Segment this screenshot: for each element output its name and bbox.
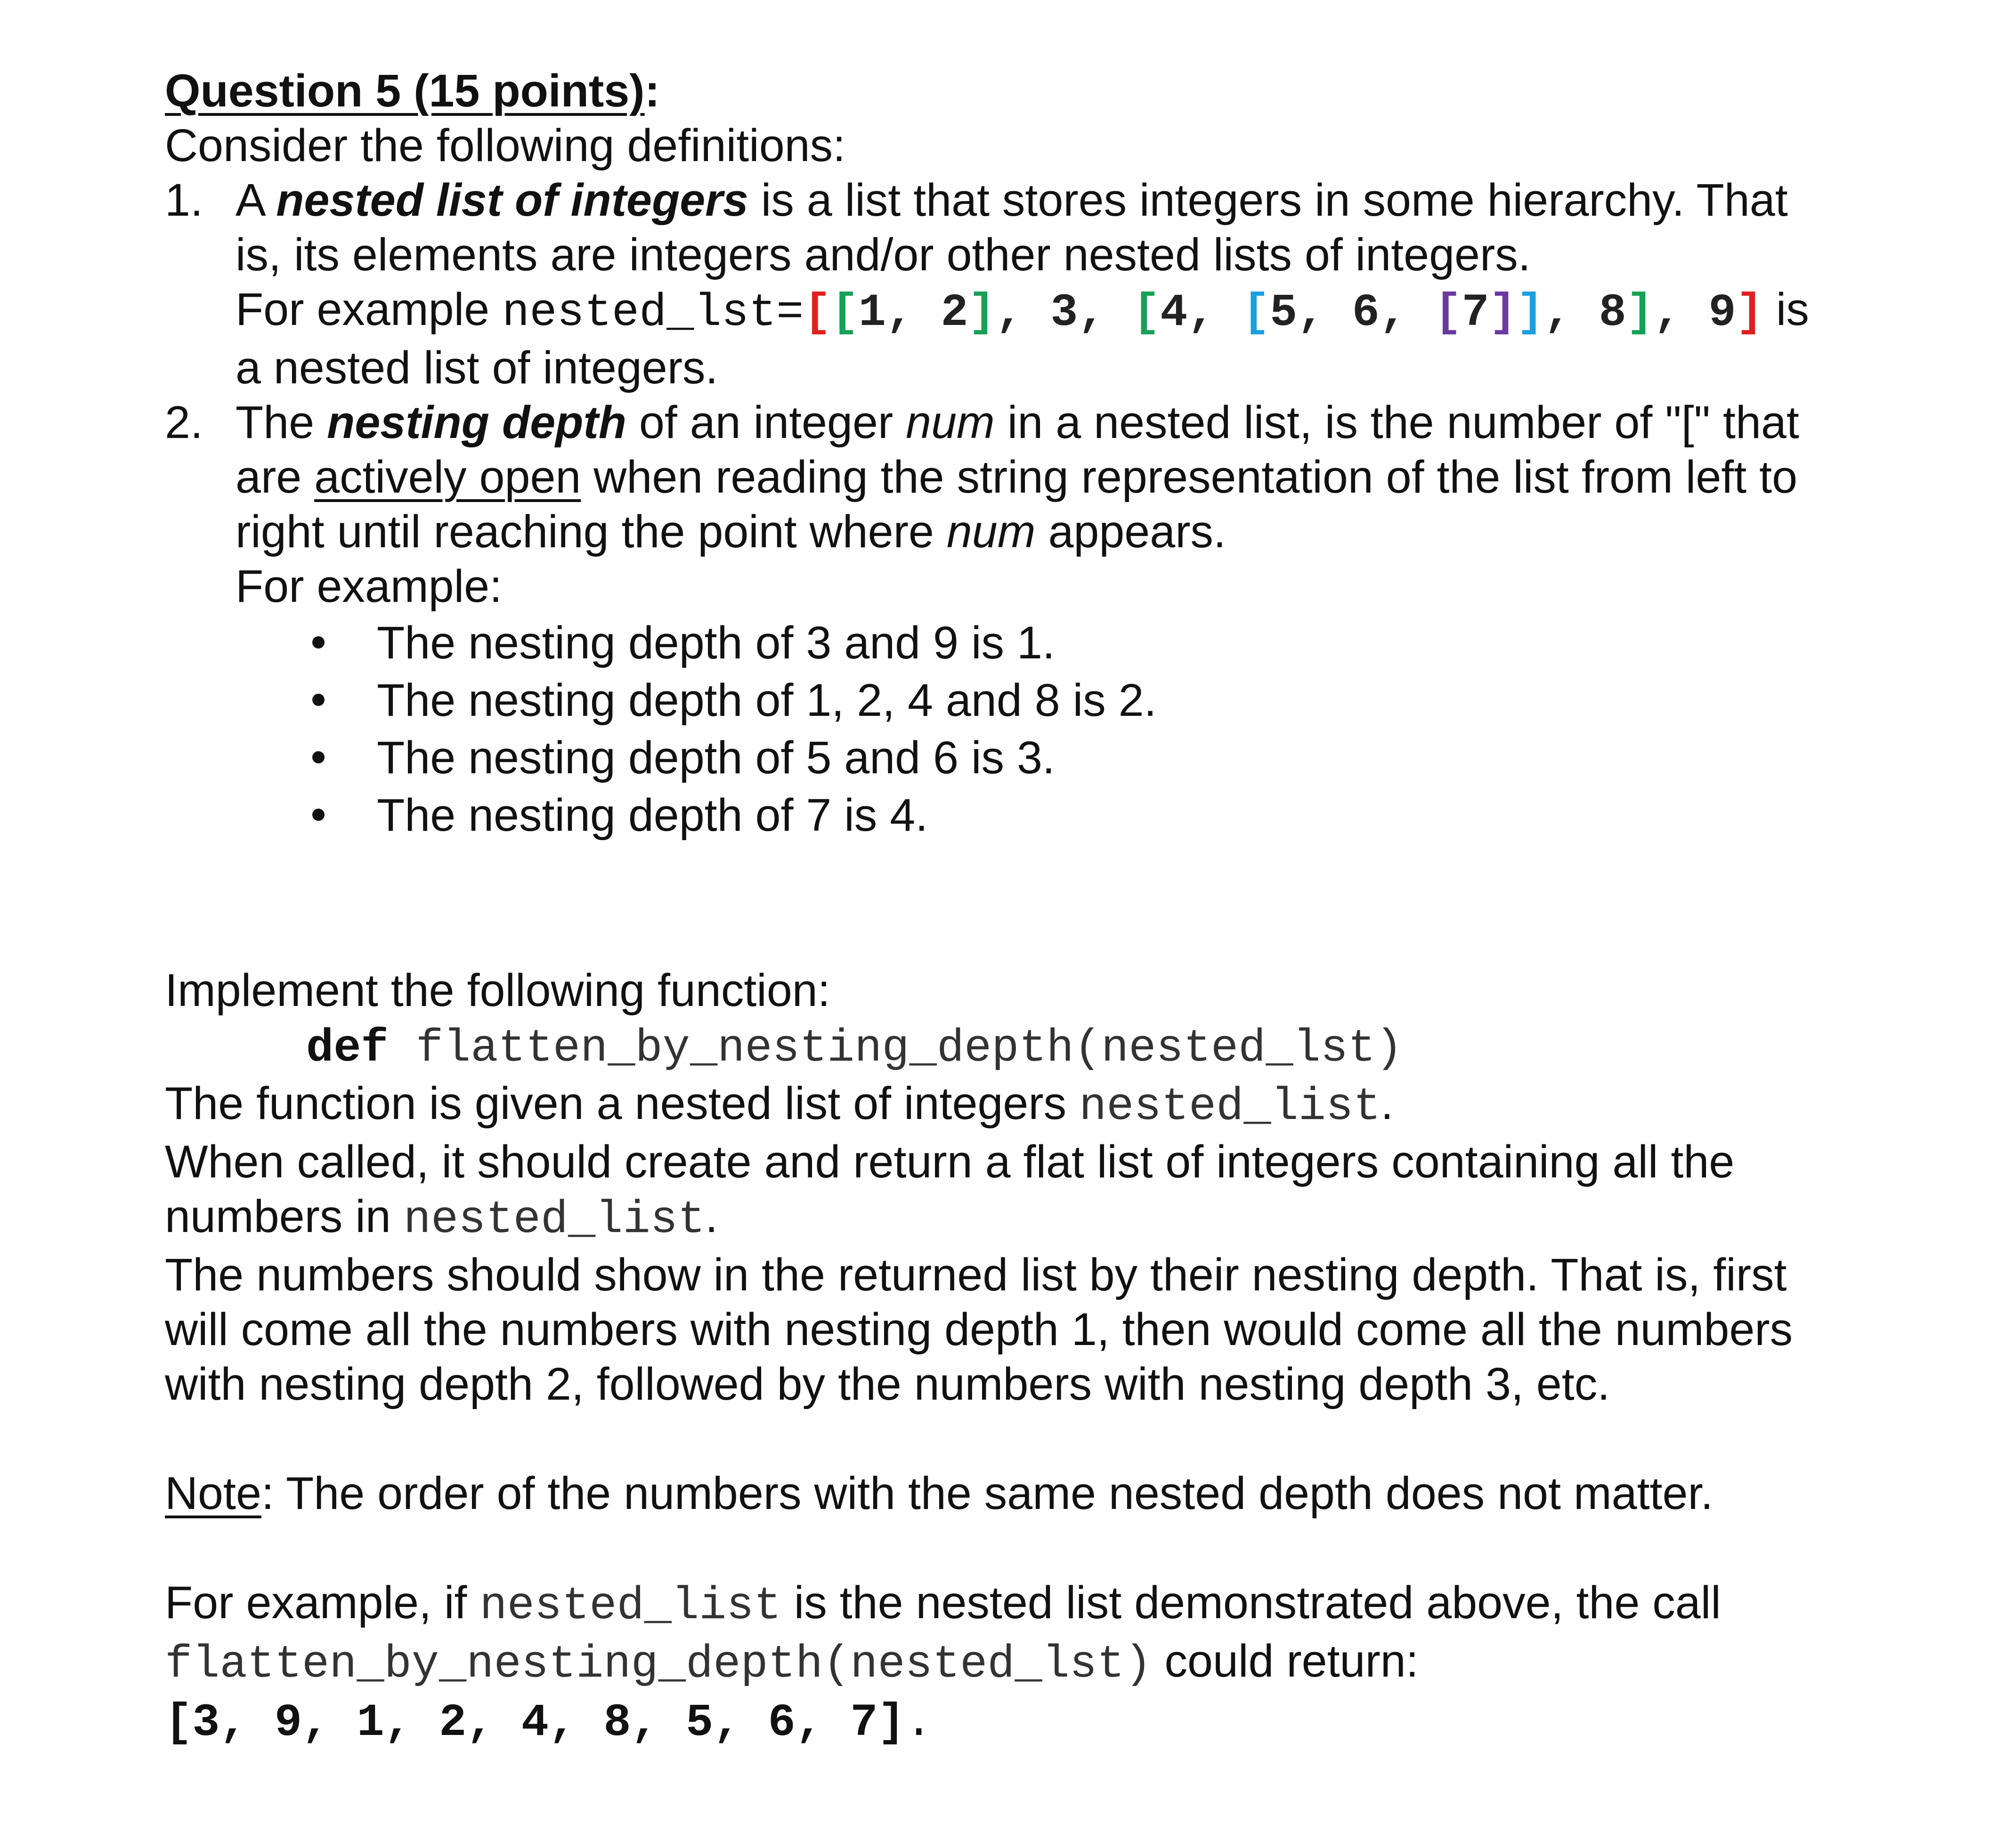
def2-term: nesting depth — [327, 397, 626, 448]
bullet-text: The nesting depth of 3 and 9 is 1. — [377, 617, 1055, 668]
final-result: [3, 9, 1, 2, 4, 8, 5, 6, 7] — [165, 1697, 905, 1749]
def1-line2: is, its elements are integers and/or other nested lists of integers. — [236, 229, 1531, 280]
nested-example-token: 7 — [1462, 287, 1489, 339]
nested-example-token: ] — [1489, 287, 1517, 339]
def2-line3 — [236, 504, 1870, 559]
final-call: flatten_by_nesting_depth(nested_lst) — [165, 1639, 1152, 1691]
nested-example-token: [ — [804, 287, 831, 339]
nesting-depth-bullets — [165, 616, 1870, 845]
def1-line1 — [236, 173, 1870, 227]
list-item — [165, 730, 1870, 788]
def2-num-word-2: num — [946, 506, 1036, 557]
final-example-line-3 — [165, 1692, 1870, 1751]
nested-list-example — [804, 287, 1763, 339]
def2-num-word: num — [906, 397, 995, 448]
nested-example-token: [ — [1434, 287, 1462, 339]
bullet-icon — [312, 636, 325, 648]
list-item — [165, 788, 1870, 845]
nested-example-token: [ — [1132, 287, 1161, 339]
question-header — [165, 64, 1870, 118]
nested-example-token: ] — [1516, 287, 1544, 339]
when-line-2 — [165, 1189, 1870, 1248]
def2-for-example: For example: — [236, 560, 503, 612]
nested-example-token: ] — [1626, 287, 1654, 339]
when2-text: numbers in — [165, 1191, 404, 1242]
note-line — [165, 1466, 1870, 1521]
question-colon: : — [644, 65, 660, 116]
when-line-1: When called, it should create and return a flat list of integers containing all the — [165, 1136, 1735, 1187]
def2-line2 — [236, 450, 1870, 504]
def2-text3a: right until reaching the point where — [236, 506, 947, 557]
def1-term: nested list of integers — [276, 174, 748, 226]
final-example-line-2 — [165, 1634, 1870, 1692]
def2-are: are — [236, 451, 315, 503]
nested-example-token: 1, 2 — [858, 287, 968, 339]
signature-text: flatten_by_nesting_depth(nested_lst) — [388, 1023, 1403, 1075]
given-line — [165, 1076, 1870, 1135]
bullet-icon — [312, 809, 325, 821]
definition-2 — [165, 395, 1870, 614]
bullet-text: The nesting depth of 7 is 4. — [377, 789, 928, 841]
nested-example-token: ] — [968, 287, 996, 339]
bullet-text: The nesting depth of 1, 2, 4 and 8 is 2. — [377, 674, 1157, 726]
def2-text1a: of an integer — [626, 397, 906, 448]
note-label: Note — [165, 1467, 261, 1519]
def1-line3 — [236, 282, 1870, 340]
show-line-1: The numbers should show in the returned list by their nesting depth. That is, first — [165, 1249, 1787, 1300]
nested-example-token: ] — [1736, 287, 1763, 339]
given-end: . — [1381, 1078, 1394, 1129]
def1-a: A — [236, 174, 276, 226]
def-keyword: def — [306, 1023, 389, 1075]
show-line-3: with nesting depth 2, followed by the numbers with nesting depth 3, etc. — [165, 1358, 1610, 1410]
when2-end: . — [705, 1191, 718, 1242]
final-mid: is the nested list demonstrated above, the call — [781, 1577, 1721, 1628]
show-line-2: will come all the numbers with nesting depth 1, then would come all the numbers — [165, 1304, 1793, 1355]
document-page — [165, 64, 1870, 1751]
def2-the: The — [236, 397, 327, 448]
def1-line4: a nested list of integers. — [236, 342, 718, 393]
when2-code: nested_list — [403, 1194, 706, 1246]
final-prefix: For example, if — [165, 1577, 480, 1628]
def2-text1b: in a nested list, is the number of "[" that — [994, 397, 1799, 448]
def1-text1: is a list that stores integers in some hierarchy. That — [748, 174, 1788, 226]
nested-example-token: 4, — [1160, 287, 1243, 339]
definition-2-number: 2. — [165, 397, 203, 448]
implement-intro: Implement the following function: — [165, 965, 830, 1016]
nested-example-token: , 9 — [1654, 287, 1736, 339]
final-could: could return: — [1152, 1635, 1419, 1686]
definition-1 — [165, 173, 1870, 395]
list-item — [165, 616, 1870, 673]
nested-example-token: [ — [1242, 287, 1270, 339]
final-example-line-1 — [165, 1575, 1870, 1634]
note-text: : The order of the numbers with the same nested depth does not matter. — [261, 1467, 1714, 1519]
intro-text: Consider the following definitions: — [165, 120, 846, 171]
bullet-icon — [312, 751, 325, 763]
given-code: nested_list — [1079, 1081, 1381, 1133]
def2-actively-open: actively open — [314, 451, 581, 503]
nested-example-token: 5, 6, — [1270, 287, 1435, 339]
definition-1-number: 1. — [165, 174, 203, 226]
final-code1: nested_list — [479, 1581, 781, 1632]
list-item — [165, 673, 1870, 730]
def1-example-prefix: For example — [236, 284, 503, 335]
def1-code-name: nested_lst= — [502, 287, 804, 339]
final-period: . — [905, 1697, 933, 1749]
def2-text3b: appears. — [1035, 506, 1226, 557]
given-text: The function is given a nested list of integers — [165, 1078, 1080, 1129]
nested-example-token: [ — [831, 287, 859, 339]
function-signature — [165, 1018, 1870, 1076]
nested-example-token: , 3, — [995, 287, 1133, 339]
def2-line1 — [236, 395, 1870, 450]
def1-example-suffix: is — [1763, 284, 1809, 335]
nested-example-token: , 8 — [1544, 287, 1626, 339]
def2-text2: when reading the string representation of the list from left to — [581, 451, 1798, 503]
question-title: Question 5 (15 points) — [165, 65, 645, 116]
bullet-text: The nesting depth of 5 and 6 is 3. — [377, 732, 1055, 783]
bullet-icon — [312, 694, 325, 706]
